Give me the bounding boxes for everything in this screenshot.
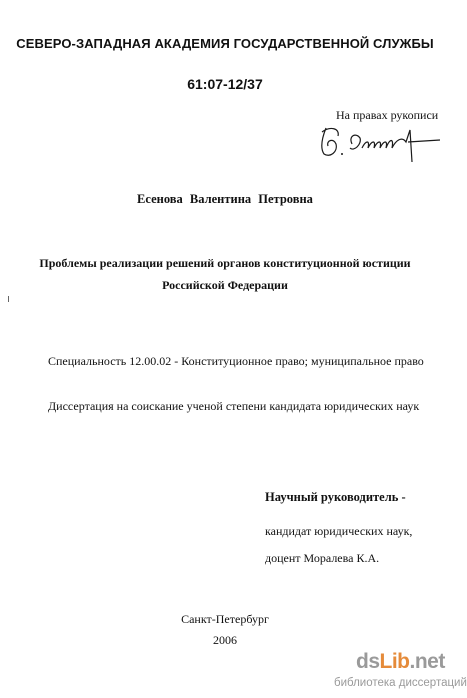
logo-prefix: ds xyxy=(356,650,380,673)
catalog-code: 61:07-12/37 xyxy=(187,76,263,92)
handwritten-signature xyxy=(312,118,452,164)
year: 2006 xyxy=(213,633,237,647)
city: Санкт-Петербург xyxy=(181,612,269,626)
rights-note: На правах рукописи xyxy=(336,108,439,122)
margin-mark xyxy=(8,296,9,302)
dissertation-title-line-2: Российской Федерации xyxy=(162,278,288,292)
dslib-logo xyxy=(356,650,445,674)
degree-line: Диссертация на соискание ученой степени кандидата юридических наук xyxy=(48,399,420,413)
dissertation-title-line-1: Проблемы реализации решений органов конституционной юстиции xyxy=(39,256,411,270)
supervisor-name: доцент Моралева К.А. xyxy=(265,551,380,565)
supervisor-label: Научный руководитель - xyxy=(265,490,406,504)
institution-name: СЕВЕРО-ЗАПАДНАЯ АКАДЕМИЯ ГОСУДАРСТВЕННОЙ СЛУЖБЫ xyxy=(16,36,434,51)
specialty-line: Специальность 12.00.02 - Конституционное право; муниципальное право xyxy=(48,354,424,368)
dslib-watermark xyxy=(330,650,467,694)
watermark-tagline: библиотека диссертаций xyxy=(334,677,467,689)
author-name: Есенова Валентина Петровна xyxy=(137,192,313,206)
logo-suffix: .net xyxy=(409,650,445,673)
supervisor-degree: кандидат юридических наук, xyxy=(265,524,413,538)
logo-accent: Lib xyxy=(379,650,410,673)
